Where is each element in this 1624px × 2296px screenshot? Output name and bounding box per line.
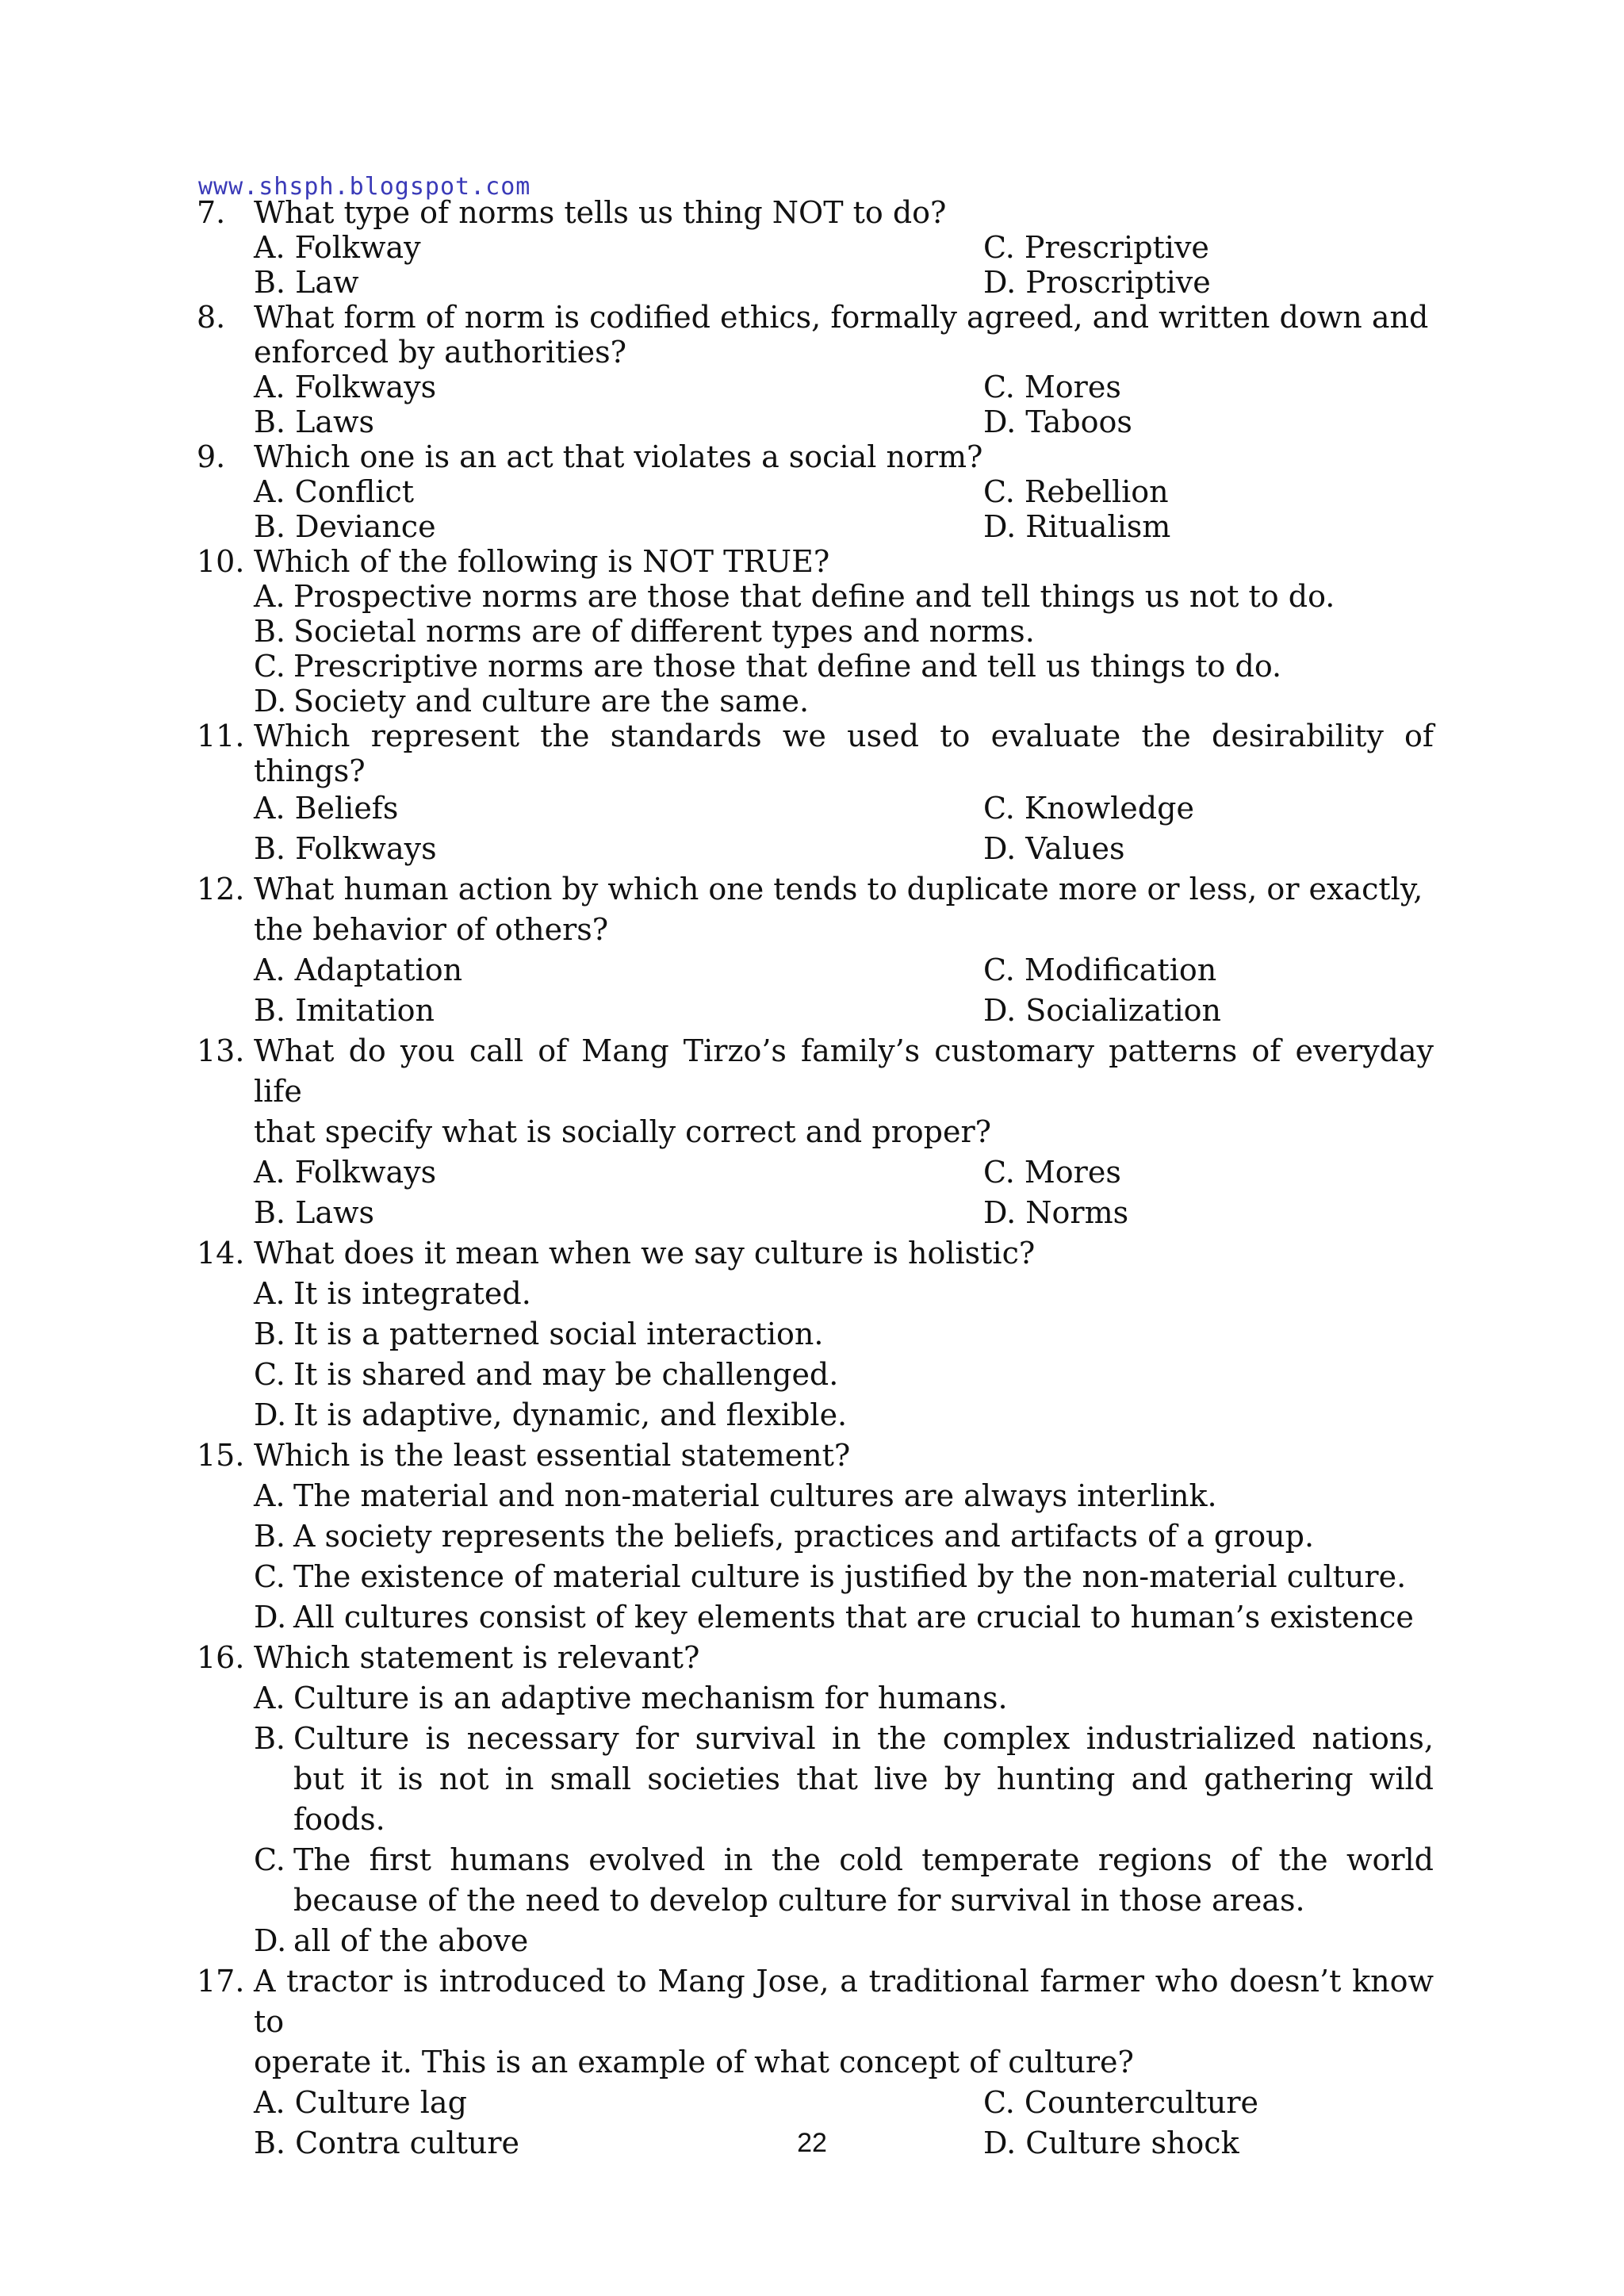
option-c: C. Counterculture: [983, 2085, 1259, 2120]
question-9: [197, 439, 1434, 544]
option-d: D. Culture shock: [983, 2125, 1239, 2160]
option-c: [254, 1355, 1434, 1395]
option-b: [254, 614, 1434, 649]
question-text: What type of norms tells us thing NOT to do?: [254, 195, 947, 230]
question-text-line-1: What do you call of Mang Tirzo’s family’s customary patterns of everyday life: [254, 1033, 1434, 1109]
option-letter: D.: [254, 1397, 287, 1432]
option-text: Culture is an adaptive mechanism for humans.: [293, 1681, 1008, 1715]
question-text: What does it mean when we say culture is holistic?: [254, 1236, 1036, 1271]
option-a: [254, 1476, 1434, 1516]
option-letter: D.: [254, 1600, 287, 1635]
option-a: [254, 579, 1434, 614]
option-c: [254, 1557, 1434, 1597]
option-text: The existence of material culture is justified by the non-material culture.: [293, 1559, 1407, 1594]
option-text: Culture is necessary for survival in the complex industrialized nations, but it is not in small societies that live by hunting and gathering wild foods.: [293, 1721, 1434, 1837]
question-text: Which of the following is NOT TRUE?: [254, 544, 830, 579]
option-d: D. Proscriptive: [983, 265, 1211, 300]
question-text-line-2: that specify what is socially correct and proper?: [254, 1114, 992, 1149]
option-letter: D.: [254, 684, 287, 719]
question-number: 17.: [197, 1964, 245, 1999]
option-c: C. Mores: [983, 1155, 1121, 1190]
option-c: C. Knowledge: [983, 791, 1194, 826]
option-b: [254, 1516, 1434, 1557]
option-letter: C.: [254, 1357, 285, 1392]
option-d: D. Values: [983, 831, 1125, 866]
option-text: It is integrated.: [293, 1276, 531, 1311]
question-number: 9.: [197, 439, 226, 474]
question-number: 15.: [197, 1438, 245, 1473]
option-b: B. Folkways: [254, 831, 437, 866]
question-10: [197, 544, 1434, 719]
option-d: D. Norms: [983, 1195, 1129, 1230]
question-8: [197, 300, 1434, 439]
question-number: 12.: [197, 872, 245, 907]
option-text: Societal norms are of different types and norms.: [293, 614, 1035, 649]
option-letter: A.: [254, 1478, 285, 1513]
option-c: [254, 649, 1434, 684]
option-a: A. Culture lag: [254, 2085, 467, 2120]
option-letter: D.: [254, 1923, 287, 1958]
question-16: [197, 1638, 1434, 1961]
option-d: [254, 1921, 1434, 1961]
question-text-line-1: What human action by which one tends to duplicate more or less, or exactly,: [254, 872, 1423, 907]
option-d: D. Socialization: [983, 993, 1222, 1028]
option-a: A. Folkways: [254, 1155, 437, 1190]
header-url-link[interactable]: www.shsph.blogspot.com: [198, 173, 531, 201]
option-letter: C.: [254, 649, 285, 684]
question-number: 11.: [197, 719, 245, 753]
option-b: B. Laws: [254, 1195, 374, 1230]
question-text-line-1: A tractor is introduced to Mang Jose, a traditional farmer who doesn’t know to: [254, 1964, 1434, 2039]
question-number: 13.: [197, 1033, 245, 1068]
option-text: The material and non-material cultures are always interlink.: [293, 1478, 1217, 1513]
question-11: [197, 719, 1434, 869]
option-d: [254, 684, 1434, 719]
option-a: A. Folkway: [254, 230, 421, 265]
option-letter: B.: [254, 1519, 286, 1554]
question-7: [197, 195, 1434, 300]
question-text-line-2: the behavior of others?: [254, 912, 609, 947]
question-number: 16.: [197, 1640, 245, 1675]
option-d: D. Taboos: [983, 404, 1132, 439]
option-d: [254, 1395, 1434, 1435]
question-text: Which is the least essential statement?: [254, 1438, 851, 1473]
option-c: C. Rebellion: [983, 474, 1169, 509]
option-b: B. Laws: [254, 404, 374, 439]
question-13: [197, 1031, 1434, 1233]
option-c: [254, 1840, 1434, 1921]
question-number: 7.: [197, 195, 226, 230]
option-d: D. Ritualism: [983, 509, 1171, 544]
question-12: [197, 869, 1434, 1031]
question-number: 14.: [197, 1236, 245, 1271]
question-number: 10.: [197, 544, 245, 579]
option-text: Society and culture are the same.: [293, 684, 810, 719]
option-letter: B.: [254, 1721, 286, 1756]
option-letter: A.: [254, 1681, 285, 1715]
option-b: B. Deviance: [254, 509, 436, 544]
question-15: [197, 1435, 1434, 1638]
page-number: 22: [797, 2128, 827, 2158]
option-d: [254, 1597, 1434, 1638]
option-text: It is shared and may be challenged.: [293, 1357, 839, 1392]
option-b: B. Contra culture: [254, 2125, 519, 2160]
option-a: A. Adaptation: [254, 953, 463, 987]
question-text: Which one is an act that violates a social norm?: [254, 439, 983, 474]
option-letter: A.: [254, 1276, 285, 1311]
option-text: All cultures consist of key elements that are crucial to human’s existence: [293, 1600, 1414, 1635]
question-number: 8.: [197, 300, 226, 335]
option-a: A. Folkways: [254, 370, 437, 404]
question-text: Which represent the standards we used to evaluate the desirability of things?: [254, 719, 1434, 788]
option-c: C. Prescriptive: [983, 230, 1209, 265]
option-text: Prospective norms are those that define and tell things us not to do.: [293, 579, 1335, 614]
option-text: It is adaptive, dynamic, and flexible.: [293, 1397, 848, 1432]
option-text: It is a patterned social interaction.: [293, 1317, 824, 1351]
question-list: [197, 195, 1434, 2164]
option-letter: C.: [254, 1842, 285, 1877]
option-text: The first humans evolved in the cold temperate regions of the world because of the need to develop culture for survival in those areas.: [293, 1842, 1434, 1918]
option-text: all of the above: [293, 1923, 529, 1958]
option-b: [254, 1719, 1434, 1840]
option-text: A society represents the beliefs, practices and artifacts of a group.: [293, 1519, 1315, 1554]
option-text: Prescriptive norms are those that define and tell us things to do.: [293, 649, 1282, 684]
option-c: C. Mores: [983, 370, 1121, 404]
option-a: [254, 1678, 1434, 1719]
option-b: B. Law: [254, 265, 359, 300]
question-text-line-1: What form of norm is codified ethics, formally agreed, and written down and: [254, 300, 1429, 335]
option-a: [254, 1274, 1434, 1314]
question-14: [197, 1233, 1434, 1435]
option-letter: A.: [254, 579, 285, 614]
question-text: Which statement is relevant?: [254, 1640, 700, 1675]
option-letter: B.: [254, 1317, 286, 1351]
question-text-line-2: enforced by authorities?: [254, 335, 626, 370]
option-c: C. Modification: [983, 953, 1217, 987]
option-a: A. Beliefs: [254, 791, 399, 826]
question-text-line-2: operate it. This is an example of what concept of culture?: [254, 2045, 1134, 2079]
option-b: [254, 1314, 1434, 1355]
option-b: B. Imitation: [254, 993, 435, 1028]
option-letter: B.: [254, 614, 286, 649]
option-letter: C.: [254, 1559, 285, 1594]
option-a: A. Conflict: [254, 474, 415, 509]
